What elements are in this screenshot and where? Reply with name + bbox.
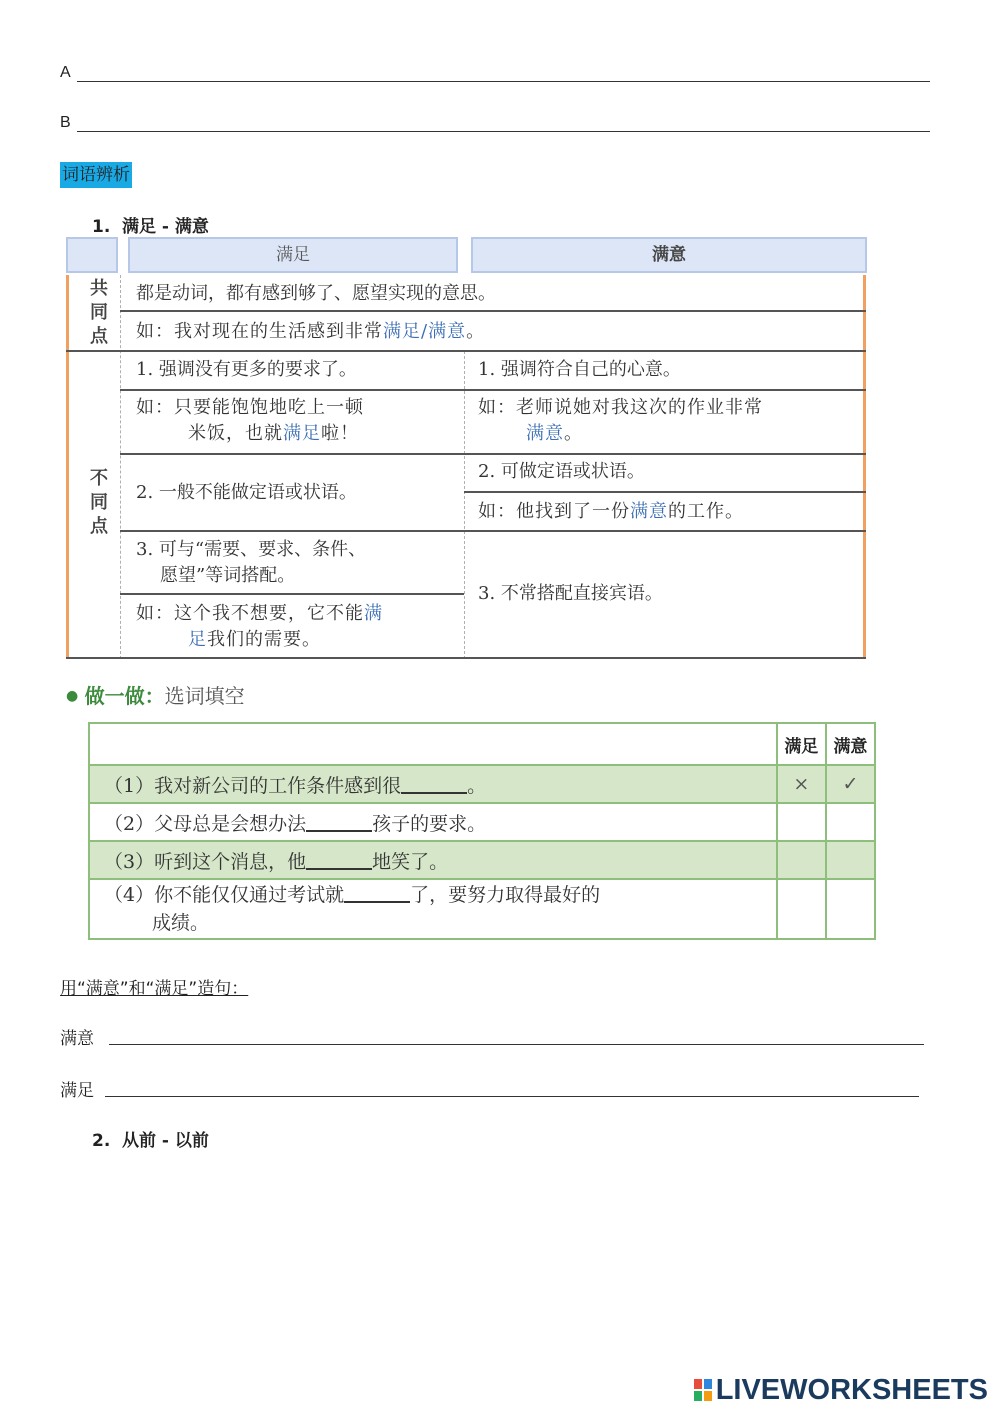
rule — [66, 657, 866, 659]
diff3-left-example: 如：这个我不想要，它不能满 足我们的需要。 — [136, 603, 383, 650]
section-title: 词语辨析 — [60, 162, 132, 188]
diff1-right-example: 如：老师说她对我这次的作业非常 满意。 — [478, 397, 763, 444]
diff2-right: 2. 可做定语或状语。 — [478, 461, 645, 482]
common-example: 如：我对现在的生活感到非常满足/满意。 — [136, 321, 486, 342]
logo-text: LIVEWORKSHEETS — [715, 1374, 988, 1406]
choice-manyi[interactable] — [826, 879, 875, 939]
diff-label: 不 同 点 — [90, 468, 108, 537]
line-a-label: A — [60, 64, 71, 81]
blank-field[interactable] — [306, 812, 372, 832]
exercise-sentence: （1）我对新公司的工作条件感到很 。 — [89, 765, 777, 803]
diff1-left-example: 如：只要能饱饱地吃上一顿 米饭，也就满足啦！ — [136, 397, 364, 444]
common-label: 共 同 点 — [90, 278, 108, 347]
line-b-label: B — [60, 114, 71, 131]
choice-manzu[interactable]: × — [777, 765, 826, 803]
rule — [120, 389, 866, 391]
choice-manzu[interactable] — [777, 841, 826, 879]
exercise-col-manyi: 满意 — [826, 723, 875, 765]
item-1-title: 满足 - 满意 — [122, 217, 209, 237]
item-2-heading — [92, 1126, 209, 1151]
sentence-2-line[interactable] — [105, 1096, 919, 1097]
exercise-col-manzu: 满足 — [777, 723, 826, 765]
blank-field[interactable] — [306, 850, 372, 870]
exercise-row — [89, 879, 875, 939]
item-1-heading — [92, 212, 209, 237]
blank-field[interactable] — [401, 774, 467, 794]
item-2-number: 2. — [92, 1131, 111, 1151]
exercise-table — [88, 722, 876, 940]
choice-manzu[interactable] — [777, 803, 826, 841]
right-border — [863, 275, 866, 659]
corner-header — [66, 237, 118, 273]
exercise-row — [89, 765, 875, 803]
liveworksheets-logo — [694, 1374, 988, 1407]
rule — [464, 491, 866, 493]
common-definition: 都是动词，都有感到够了、愿望实现的意思。 — [136, 283, 496, 304]
answer-line-b[interactable] — [77, 131, 930, 132]
exercise-label: 做一做： — [84, 684, 165, 708]
comparison-table — [66, 235, 866, 659]
item-1-number: 1. — [92, 217, 111, 237]
column-divider — [464, 351, 465, 659]
logo-mark-icon — [694, 1379, 712, 1401]
rule — [120, 530, 866, 532]
exercise-heading — [66, 680, 245, 709]
diff1-right: 1. 强调符合自己的心意。 — [478, 359, 681, 380]
diff2-left: 2. 一般不能做定语或状语。 — [136, 482, 357, 503]
diff3-right: 3. 不常搭配直接宾语。 — [478, 583, 663, 604]
choice-manzu[interactable] — [777, 879, 826, 939]
exercise-instruction: 选词填空 — [164, 684, 245, 708]
rule — [120, 593, 464, 595]
rule — [66, 350, 866, 352]
answer-line-a[interactable] — [77, 81, 930, 82]
choice-manyi[interactable] — [826, 841, 875, 879]
col-header-manzu: 满足 — [128, 237, 458, 273]
exercise-row — [89, 841, 875, 879]
exercise-sentence: （4）你不能仅仅通过考试就 了，要努力取得最好的 成绩。 — [89, 879, 777, 939]
sentence-2-label: 满足 — [60, 1081, 94, 1101]
sentence-1-line[interactable] — [109, 1044, 924, 1045]
col-header-manyi: 满意 — [471, 237, 867, 273]
sentence-task-title: 用“满意”和“满足”造句： — [60, 979, 249, 999]
diff2-right-example: 如：他找到了一份满意的工作。 — [478, 501, 744, 522]
exercise-sentence: （2）父母总是会想办法 孩子的要求。 — [89, 803, 777, 841]
diff1-left: 1. 强调没有更多的要求了。 — [136, 359, 357, 380]
blank-field[interactable] — [344, 883, 410, 903]
choice-manyi[interactable]: ✓ — [826, 765, 875, 803]
diff3-left: 3. 可与“需要、要求、条件、 愿望”等词搭配。 — [136, 539, 367, 586]
item-2-title: 从前 - 以前 — [122, 1131, 209, 1151]
exercise-corner — [89, 723, 777, 765]
left-border — [66, 275, 69, 659]
rule — [120, 453, 866, 455]
sentence-1-label: 满意 — [60, 1029, 94, 1049]
label-divider — [120, 275, 121, 659]
choice-manyi[interactable] — [826, 803, 875, 841]
rule — [120, 310, 866, 312]
bullet-icon: ● — [66, 688, 79, 704]
exercise-sentence: （3）听到这个消息，他 地笑了。 — [89, 841, 777, 879]
exercise-row — [89, 803, 875, 841]
